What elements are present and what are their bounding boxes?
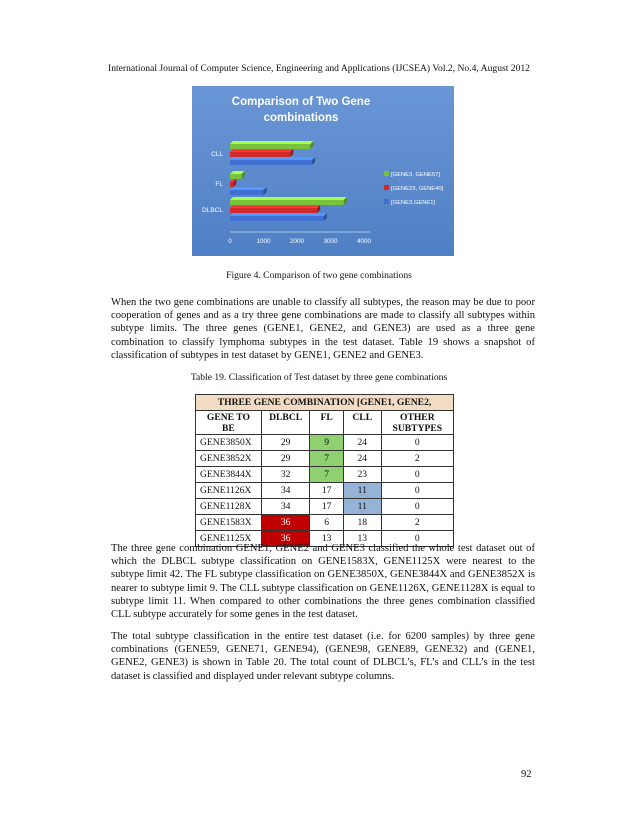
classification-table	[195, 394, 454, 547]
x-tick-label: 4000	[356, 238, 372, 245]
cell-dlbcl: 29	[261, 435, 310, 451]
category-label: CLL	[211, 151, 223, 158]
table-row	[196, 435, 454, 451]
cell-fl: 17	[310, 483, 343, 499]
cell-dlbcl: 36	[261, 531, 310, 547]
bar	[230, 200, 344, 205]
cell-fl: 6	[310, 515, 343, 531]
table-header-row	[196, 411, 454, 435]
col-gene: GENE TO BE	[196, 411, 262, 435]
col-fl: FL	[310, 411, 343, 435]
table-row	[196, 451, 454, 467]
figure-caption: Figure 4. Comparison of two gene combinations	[226, 270, 412, 281]
cell-dlbcl: 36	[261, 515, 310, 531]
chart-title-line-2: combinations	[263, 112, 339, 124]
cell-dlbcl: 34	[261, 499, 310, 515]
cell-gene: GENE3844X	[196, 467, 262, 483]
paragraph-2: The three gene combination GENE1, GENE2 and GENE3 classified the whole test dataset out of which the DLBCL subtype classification on GENE1583X, GENE1125X were nearest to the subtype limit 42. The FL subtype classification on GENE3850X, GENE3844X and GENE3852X is nearer to subtype limit 9. The CLL subtype classification on GENE1126X, GENE1128X is equal to subtype limit 11. When compared to other combinations the three genes combination classified CLL subtype accurately for some genes in the test dataset.	[111, 543, 535, 621]
legend-swatch	[384, 185, 389, 190]
cell-cll: 18	[343, 515, 381, 531]
paragraph-3: The total subtype classification in the entire test dataset (i.e. for 6200 samples) by three gene combinations (GENE59, GENE71, GENE94), (GENE98, GENE89, GENE32) and (GENE1, GENE2, GENE3) is shown in Table 20. The total count of DLBCL’s, FL’s and CLL’s in the test dataset is classified and displayed under relevant subtype columns.	[111, 631, 535, 682]
journal-header: International Journal of Computer Science, Engineering and Applications (IJCSEA) Vol.2, No.4, August 2012	[108, 63, 530, 74]
cell-cll: 13	[343, 531, 381, 547]
cell-gene: GENE3850X	[196, 435, 262, 451]
legend-label: [GENE23, GENE40]	[391, 186, 444, 192]
category-label: FL	[215, 181, 223, 188]
x-tick-label: 2000	[289, 238, 305, 245]
bar-top	[230, 141, 313, 144]
cell-fl: 17	[310, 499, 343, 515]
cell-cll: 11	[343, 499, 381, 515]
page-number: 92	[521, 769, 532, 780]
bar	[230, 216, 324, 221]
cell-fl: 7	[310, 467, 343, 483]
cell-fl: 13	[310, 531, 343, 547]
bar	[230, 190, 264, 195]
col-other: OTHER SUBTYPES	[381, 411, 453, 435]
legend-swatch	[384, 171, 389, 176]
cell-cll: 11	[343, 483, 381, 499]
cell-gene: GENE1128X	[196, 499, 262, 515]
paragraph-1: When the two gene combinations are unable to classify all subtypes, the reason may be due to poor cooperation of genes and as a try three gene combinations are made to classify all subtypes within subtype limits. The three genes (GENE1, GENE2, and GENE3) are used as a three gene combination to classify lymphoma subtypes in the test dataset. Table 19 shows a snapshot of classification of subtypes in test dataset by GENE1, GENE2 and GENE3.	[111, 297, 535, 361]
table-row	[196, 467, 454, 483]
cell-dlbcl: 32	[261, 467, 310, 483]
bar-chart-svg	[192, 86, 454, 256]
chart-title-line-1: Comparison of Two Gene	[231, 96, 371, 108]
cell-other: 0	[381, 483, 453, 499]
cell-gene: GENE3852X	[196, 451, 262, 467]
cell-other: 2	[381, 451, 453, 467]
figure-4-chart	[192, 86, 454, 256]
legend-swatch	[384, 199, 389, 204]
table-title: THREE GENE COMBINATION [GENE1, GENE2,	[196, 395, 454, 411]
bar-top	[230, 149, 293, 152]
table-row	[196, 483, 454, 499]
bar-top	[230, 157, 315, 160]
table-row	[196, 515, 454, 531]
cell-cll: 24	[343, 451, 381, 467]
cell-gene: GENE1125X	[196, 531, 262, 547]
cell-other: 0	[381, 499, 453, 515]
x-tick-label: 3000	[323, 238, 338, 245]
legend-label: [GENE3, GENE57]	[391, 172, 440, 178]
bar	[230, 160, 312, 165]
x-tick-label: 1000	[256, 238, 271, 245]
cell-cll: 23	[343, 467, 381, 483]
cell-other: 2	[381, 515, 453, 531]
cell-other: 0	[381, 435, 453, 451]
col-cll: CLL	[343, 411, 381, 435]
cell-fl: 9	[310, 435, 343, 451]
col-dlbcl: DLBCL	[261, 411, 310, 435]
cell-cll: 24	[343, 435, 381, 451]
bar	[230, 208, 317, 213]
cell-other: 0	[381, 531, 453, 547]
bar	[230, 152, 290, 157]
legend-label: [GENE3,GENE1]	[391, 200, 436, 206]
bar	[230, 144, 310, 149]
table-title-row	[196, 395, 454, 411]
cell-dlbcl: 34	[261, 483, 310, 499]
x-tick-label: 0	[228, 238, 232, 245]
cell-dlbcl: 29	[261, 451, 310, 467]
category-label: DLBCL	[202, 207, 223, 214]
bar-top	[230, 187, 267, 190]
table-row	[196, 499, 454, 515]
bar	[230, 182, 233, 187]
table-caption: Table 19. Classification of Test dataset by three gene combinations	[190, 372, 448, 383]
bar-top	[230, 205, 320, 208]
cell-gene: GENE1126X	[196, 483, 262, 499]
cell-fl: 7	[310, 451, 343, 467]
chart-legend	[384, 171, 444, 206]
cell-gene: GENE1583X	[196, 515, 262, 531]
bar-top	[230, 213, 327, 216]
cell-other: 0	[381, 467, 453, 483]
bar	[230, 174, 242, 179]
bar-top	[230, 197, 347, 200]
